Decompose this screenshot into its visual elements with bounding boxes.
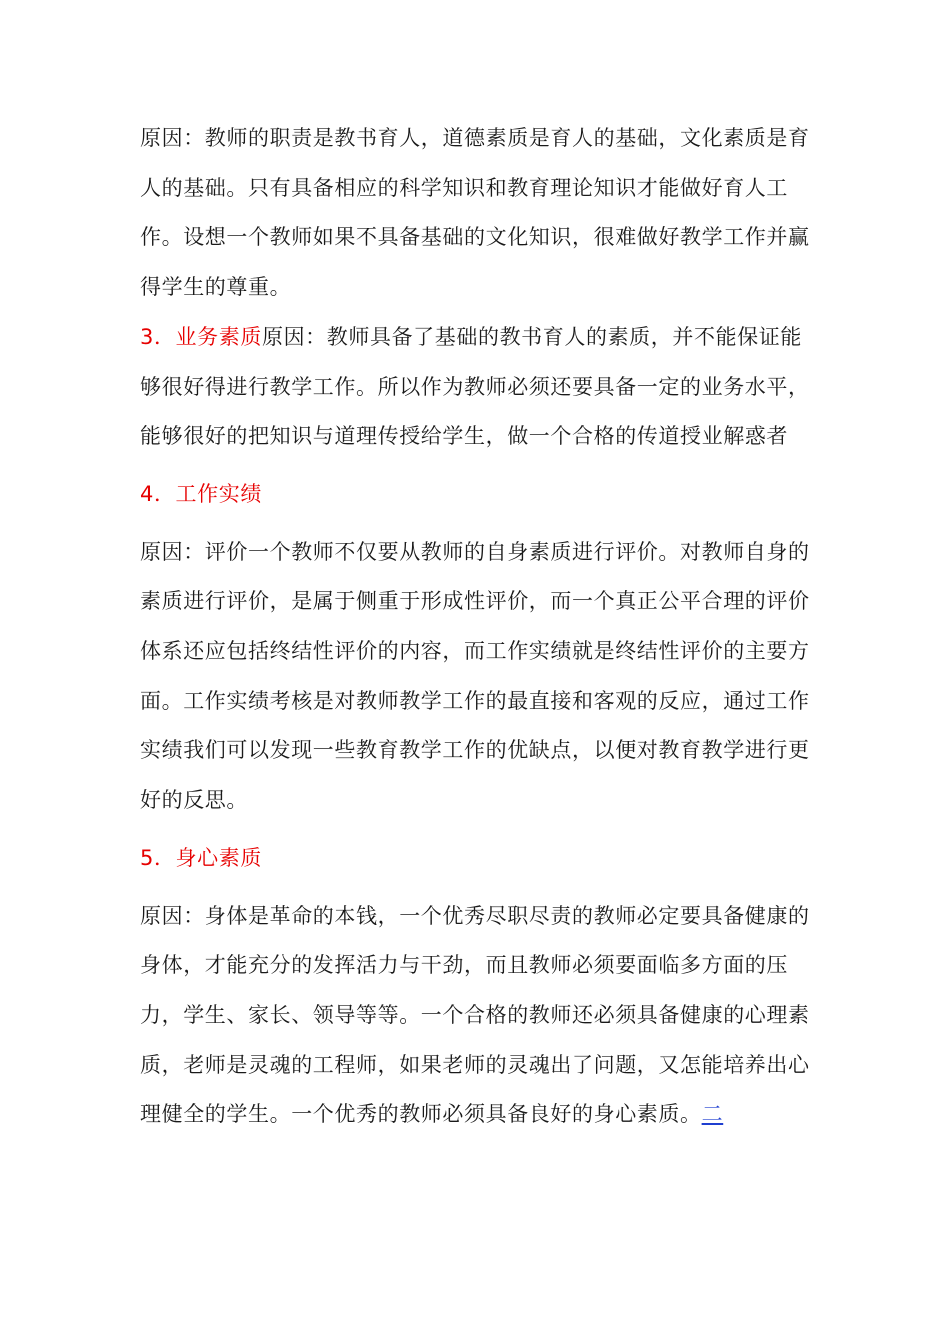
- section-5-paragraph: [140, 892, 816, 1141]
- section-5-heading: [140, 834, 816, 884]
- section-3-text: 原因：教师具备了基础的教书育人的素质，并不能保证能够很好得进行教学工作。所以作为教师必须还要具备一定的业务水平，能够很好的把知识与道理传授给学生，做一个合格的传道授业解惑者: [140, 324, 810, 449]
- section-5-text: 原因：身体是革命的本钱，一个优秀尽职尽责的教师必定要具备健康的身体，才能充分的发挥活力与干劲，而且教师必须要面临多方面的压力，学生、家长、领导等等。一个合格的教师还必须具备健康的心理素质，老师是灵魂的工程师，如果老师的灵魂出了问题，又怎能培养出心理健全的学生。一个优秀的教师必须具备良好的身心素质。: [140, 903, 810, 1127]
- section-3-paragraph: [140, 313, 816, 462]
- paragraph-culture-reason: 原因：教师的职责是教书育人，道德素质是育人的基础，文化素质是育人的基础。只有具备相应的科学知识和教育理论知识才能做好育人工作。设想一个教师如果不具备基础的文化知识，很难做好教学工作并赢得学生的尊重。: [140, 126, 810, 300]
- section-4-text: 原因：评价一个教师不仅要从教师的自身素质进行评价。对教师自身的素质进行评价，是属于侧重于形成性评价，而一个真正公平合理的评价体系还应包括终结性评价的内容，而工作实绩就是终结性评价的主要方面。工作实绩考核是对教师教学工作的最直接和客观的反应，通过工作实绩我们可以发现一些教育教学工作的优缺点，以便对教育教学进行更好的反思。: [140, 539, 810, 813]
- document-page: [140, 114, 816, 1140]
- section-5-heading-text: 5．身心素质: [140, 845, 262, 870]
- next-section-link[interactable]: 二: [701, 1102, 724, 1127]
- section-4-heading: [140, 470, 816, 520]
- section-3-heading: 3．业务素质: [140, 324, 262, 349]
- section-4-heading-text: 4．工作实绩: [140, 481, 262, 506]
